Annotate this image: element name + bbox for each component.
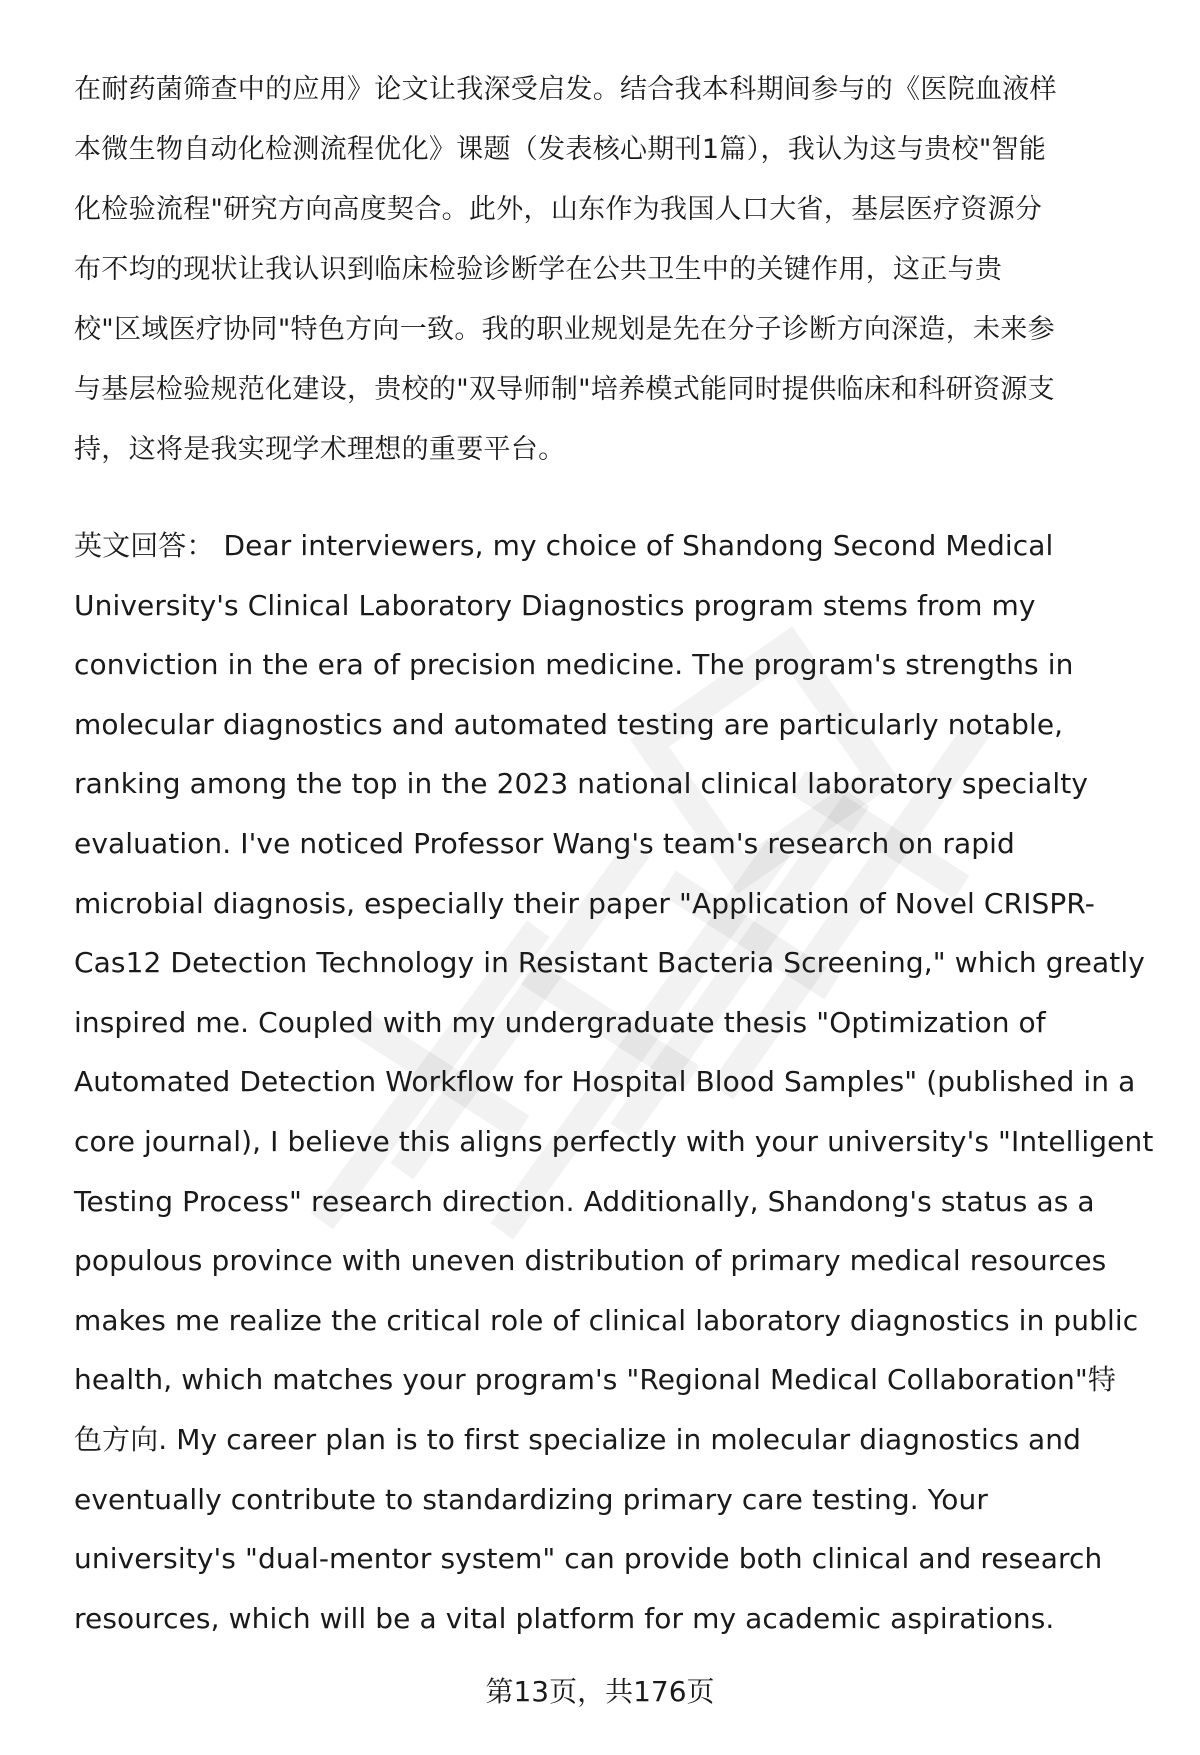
paragraph-line: populous province with uneven distribution of primary medical resources [74, 1244, 1107, 1278]
paragraph-line: Testing Process" research direction. Additionally, Shandong's status as a [74, 1184, 1095, 1218]
english-answer [74, 516, 1164, 1648]
paragraph-line: microbial diagnosis, especially their paper "Application of Novel CRISPR- [74, 886, 1095, 920]
paragraph-line: ranking among the top in the 2023 national clinical laboratory specialty [74, 767, 1089, 801]
chinese-paragraph [74, 60, 1164, 480]
paragraph-line: health, which matches your program's "Regional Medical Collaboration"特 [74, 1363, 1116, 1397]
paragraph-line: Automated Detection Workflow for Hospital Blood Samples" (published in a [74, 1065, 1136, 1099]
paragraph-line: core journal), I believe this aligns perfectly with your university's "Intelligent [74, 1124, 1154, 1158]
paragraph-line: 化检验流程"研究方向高度契合。此外，山东作为我国人口大省，基层医疗资源分 [74, 194, 1043, 225]
paragraph-line: 色方向. My career plan is to first specialize in molecular diagnostics and [74, 1422, 1081, 1456]
paragraph-line: Cas12 Detection Technology in Resistant Bacteria Screening," which greatly [74, 946, 1145, 980]
paragraph-line: molecular diagnostics and automated testing are particularly notable, [74, 707, 1064, 741]
paragraph-line: 本微生物自动化检测流程优化》课题（发表核心期刊1篇），我认为这与贵校"智能 [74, 134, 1047, 165]
paragraph-line: university's "dual-mentor system" can provide both clinical and research [74, 1542, 1103, 1576]
paragraph-line: 在耐药菌筛查中的应用》论文让我深受启发。结合我本科期间参与的《医院血液样 [74, 74, 1057, 105]
paragraph-line: 与基层检验规范化建设，贵校的"双导师制"培养模式能同时提供临床和科研资源支 [74, 374, 1055, 405]
paragraph-line: 持，这将是我实现学术理想的重要平台。 [74, 434, 566, 465]
paragraph-line: University's Clinical Laboratory Diagnostics program stems from my [74, 588, 1036, 622]
document-page [74, 60, 1164, 1648]
paragraph-line: conviction in the era of precision medicine. The program's strengths in [74, 648, 1074, 682]
page-number: 第13页，共176页 [485, 1675, 715, 1708]
paragraph-line: 布不均的现状让我认识到临床检验诊断学在公共卫生中的关键作用，这正与贵 [74, 254, 1003, 285]
paragraph-line: 校"区域医疗协同"特色方向一致。我的职业规划是先在分子诊断方向深造，未来参 [74, 314, 1055, 345]
paragraph-line: inspired me. Coupled with my undergraduate thesis "Optimization of [74, 1005, 1046, 1039]
paragraph-line: 英文回答： Dear interviewers, my choice of Shandong Second Medical [74, 529, 1054, 562]
paragraph-line: eventually contribute to standardizing primary care testing. Your [74, 1482, 988, 1516]
paragraph-line: evaluation. I've noticed Professor Wang's team's research on rapid [74, 826, 1015, 860]
paragraph-line: makes me realize the critical role of clinical laboratory diagnostics in public [74, 1303, 1139, 1337]
paragraph-line: resources, which will be a vital platform for my academic aspirations. [74, 1601, 1055, 1635]
